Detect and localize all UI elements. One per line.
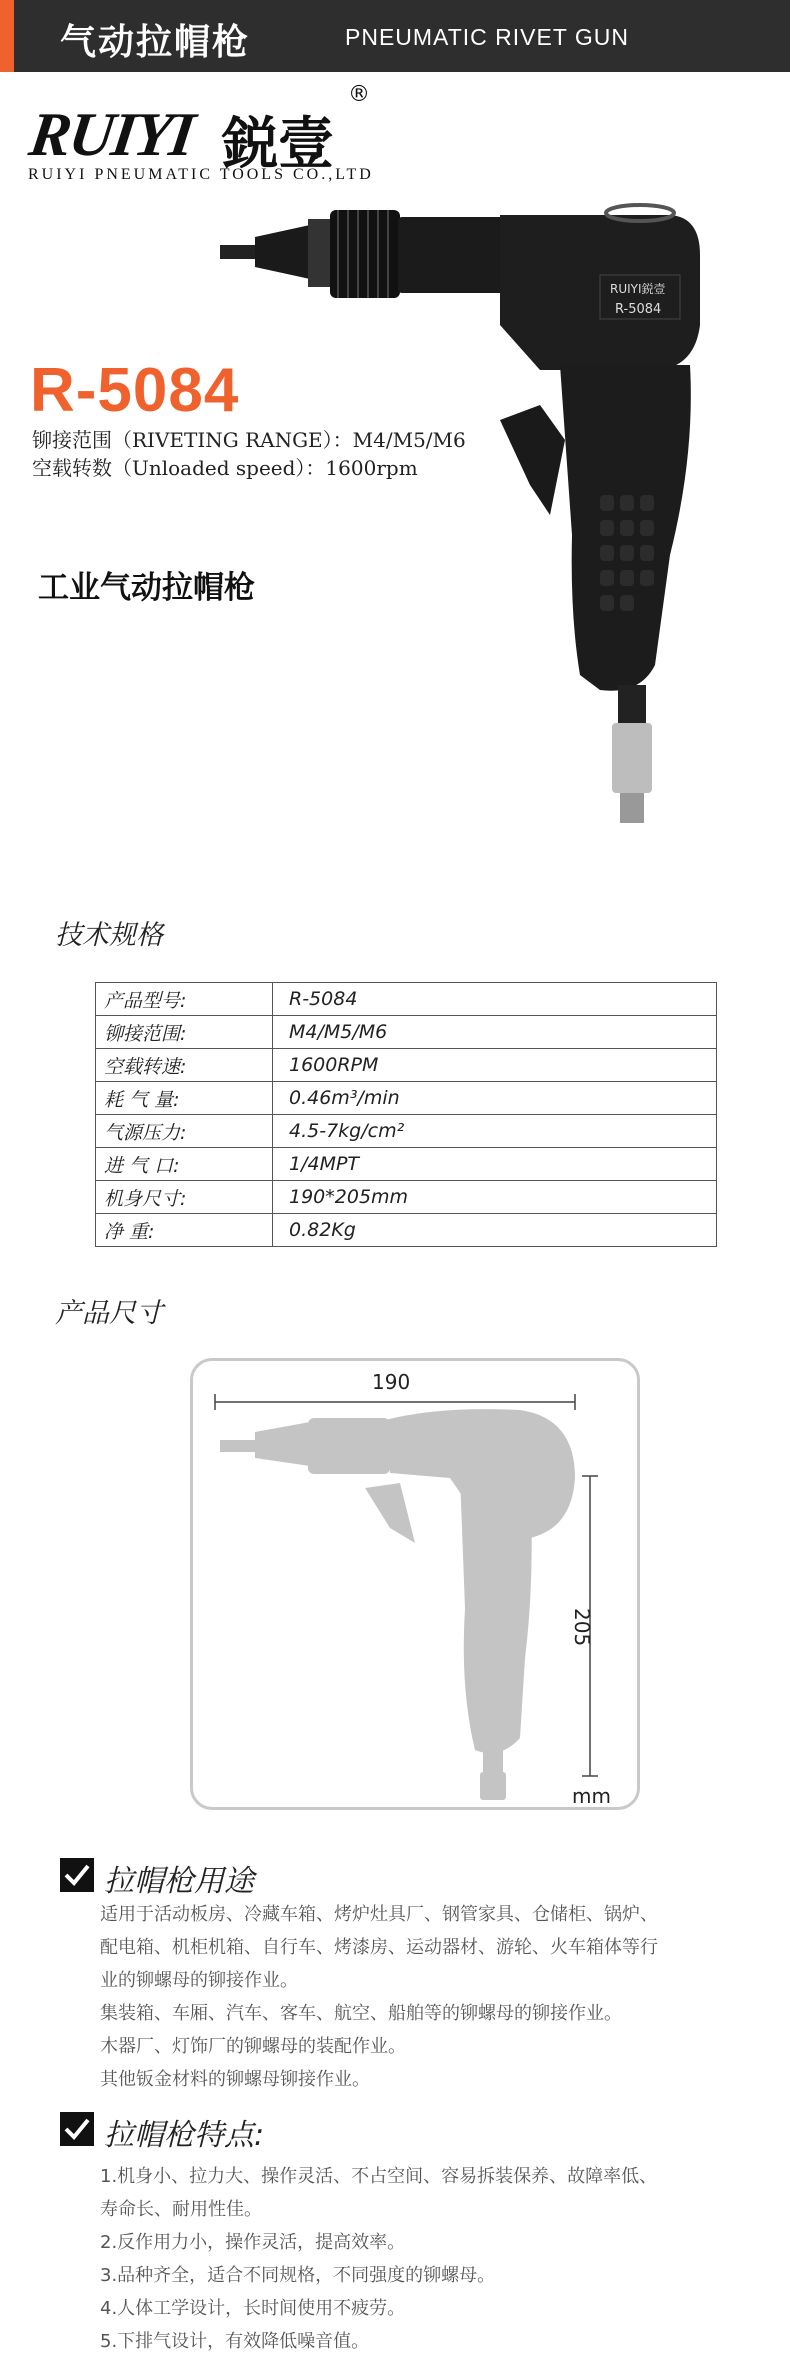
check-icon bbox=[60, 2112, 94, 2146]
table-row bbox=[96, 983, 717, 1016]
dimensions-title: 产品尺寸 bbox=[55, 1298, 163, 1329]
spec-label: 空载转速: bbox=[96, 1049, 273, 1082]
gun-tip bbox=[220, 245, 260, 259]
usage-line: 其他钣金材料的铆螺母铆接作业。 bbox=[100, 2069, 370, 2090]
spec-value: 1/4MPT bbox=[273, 1148, 717, 1181]
table-row bbox=[96, 1115, 717, 1148]
dimension-drawing bbox=[190, 1358, 640, 1810]
spec-label: 耗 气 量: bbox=[96, 1082, 273, 1115]
check-icon bbox=[60, 1858, 94, 1892]
logo-subtitle: RUIYI PNEUMATIC TOOLS CO.,LTD bbox=[28, 166, 374, 183]
dimension-height-label: 205 bbox=[570, 1608, 594, 1647]
spec-label: 铆接范围: bbox=[96, 1016, 273, 1049]
gun-barrel bbox=[398, 217, 508, 293]
rivet-gun-image bbox=[200, 195, 700, 835]
riveting-range-line: 铆接范围（RIVETING RANGE）：M4/M5/M6 bbox=[32, 428, 466, 452]
gun-trigger bbox=[500, 405, 565, 515]
spec-value: 1600RPM bbox=[273, 1049, 717, 1082]
usage-line: 适用于活动板房、冷藏车箱、烤炉灶具厂、钢管家具、仓储柜、锅炉、 bbox=[100, 1904, 658, 1925]
feature-line: 2.反作用力小，操作灵活，提高效率。 bbox=[100, 2232, 406, 2253]
gun-collar bbox=[308, 219, 332, 287]
logo-wordmark: RUIYI bbox=[25, 101, 198, 169]
usage-line: 配电箱、机柜机箱、自行车、烤漆房、运动器材、游轮、火车箱体等行 bbox=[100, 1937, 658, 1958]
table-row bbox=[96, 1148, 717, 1181]
feature-line: 3.品种齐全，适合不同规格，不同强度的铆螺母。 bbox=[100, 2265, 496, 2286]
specs-table bbox=[95, 982, 717, 1247]
features-paragraph bbox=[100, 2160, 730, 2358]
table-row bbox=[96, 1181, 717, 1214]
unloaded-speed-line: 空载转数（Unloaded speed）：1600rpm bbox=[32, 456, 418, 480]
product-name: 工业气动拉帽枪 bbox=[38, 570, 255, 606]
feature-line: 1.机身小、拉力大、操作灵活、不占空间、容易拆装保养、故障率低、 bbox=[100, 2166, 658, 2187]
spec-value: R-5084 bbox=[273, 983, 717, 1016]
specs-title: 技术规格 bbox=[55, 920, 163, 951]
table-row bbox=[96, 1049, 717, 1082]
spec-value: M4/M5/M6 bbox=[273, 1016, 717, 1049]
spec-value: 0.46m³/min bbox=[273, 1082, 717, 1115]
spec-label: 机身尺寸: bbox=[96, 1181, 273, 1214]
table-row bbox=[96, 1214, 717, 1247]
gun-knurled-ring bbox=[330, 210, 400, 298]
usage-line: 集装箱、车厢、汽车、客车、航空、船舶等的铆螺母的铆接作业。 bbox=[100, 2003, 622, 2024]
product-model: R-5084 bbox=[30, 356, 240, 425]
dimension-unit-label: mm bbox=[572, 1784, 611, 1808]
spec-label: 进 气 口: bbox=[96, 1148, 273, 1181]
spec-label: 净 重: bbox=[96, 1214, 273, 1247]
usage-line: 木器厂、灯饰厂的铆螺母的装配作业。 bbox=[100, 2036, 406, 2057]
logo-registered-mark: ® bbox=[348, 82, 370, 107]
usage-paragraph bbox=[100, 1898, 730, 2096]
gun-label-model: R-5084 bbox=[615, 302, 662, 317]
table-row bbox=[96, 1082, 717, 1115]
gun-label-brand: RUIYI鋭壹 bbox=[610, 282, 666, 296]
gun-air-inlet bbox=[620, 793, 644, 823]
spec-value: 0.82Kg bbox=[273, 1214, 717, 1247]
spec-label: 产品型号: bbox=[96, 983, 273, 1016]
usage-line: 业的铆螺母的铆接作业。 bbox=[100, 1970, 298, 1991]
table-row bbox=[96, 1016, 717, 1049]
gun-nozzle-cone bbox=[255, 225, 310, 279]
header-title-cn: 气动拉帽枪 bbox=[60, 22, 251, 63]
feature-line: 4.人体工学设计，长时间使用不疲劳。 bbox=[100, 2298, 406, 2319]
feature-line: 5.下排气设计，有效降低噪音值。 bbox=[100, 2331, 370, 2352]
features-title: 拉帽枪特点: bbox=[104, 2118, 265, 2153]
feature-line: 寿命长、耐用性佳。 bbox=[100, 2199, 262, 2220]
spec-value: 4.5-7kg/cm² bbox=[273, 1115, 717, 1148]
spec-value: 190*205mm bbox=[273, 1181, 717, 1214]
logo-cn: 鋭壹 bbox=[222, 111, 334, 177]
spec-label: 气源压力: bbox=[96, 1115, 273, 1148]
header-title-en: PNEUMATIC RIVET GUN bbox=[345, 24, 629, 50]
header-bar bbox=[0, 0, 790, 72]
gun-air-connector bbox=[612, 723, 652, 793]
dimension-width-label: 190 bbox=[372, 1370, 411, 1394]
gun-fitting bbox=[618, 685, 646, 725]
usage-title: 拉帽枪用途 bbox=[104, 1864, 254, 1899]
gun-silhouette bbox=[220, 1409, 575, 1800]
header-accent bbox=[0, 0, 14, 72]
